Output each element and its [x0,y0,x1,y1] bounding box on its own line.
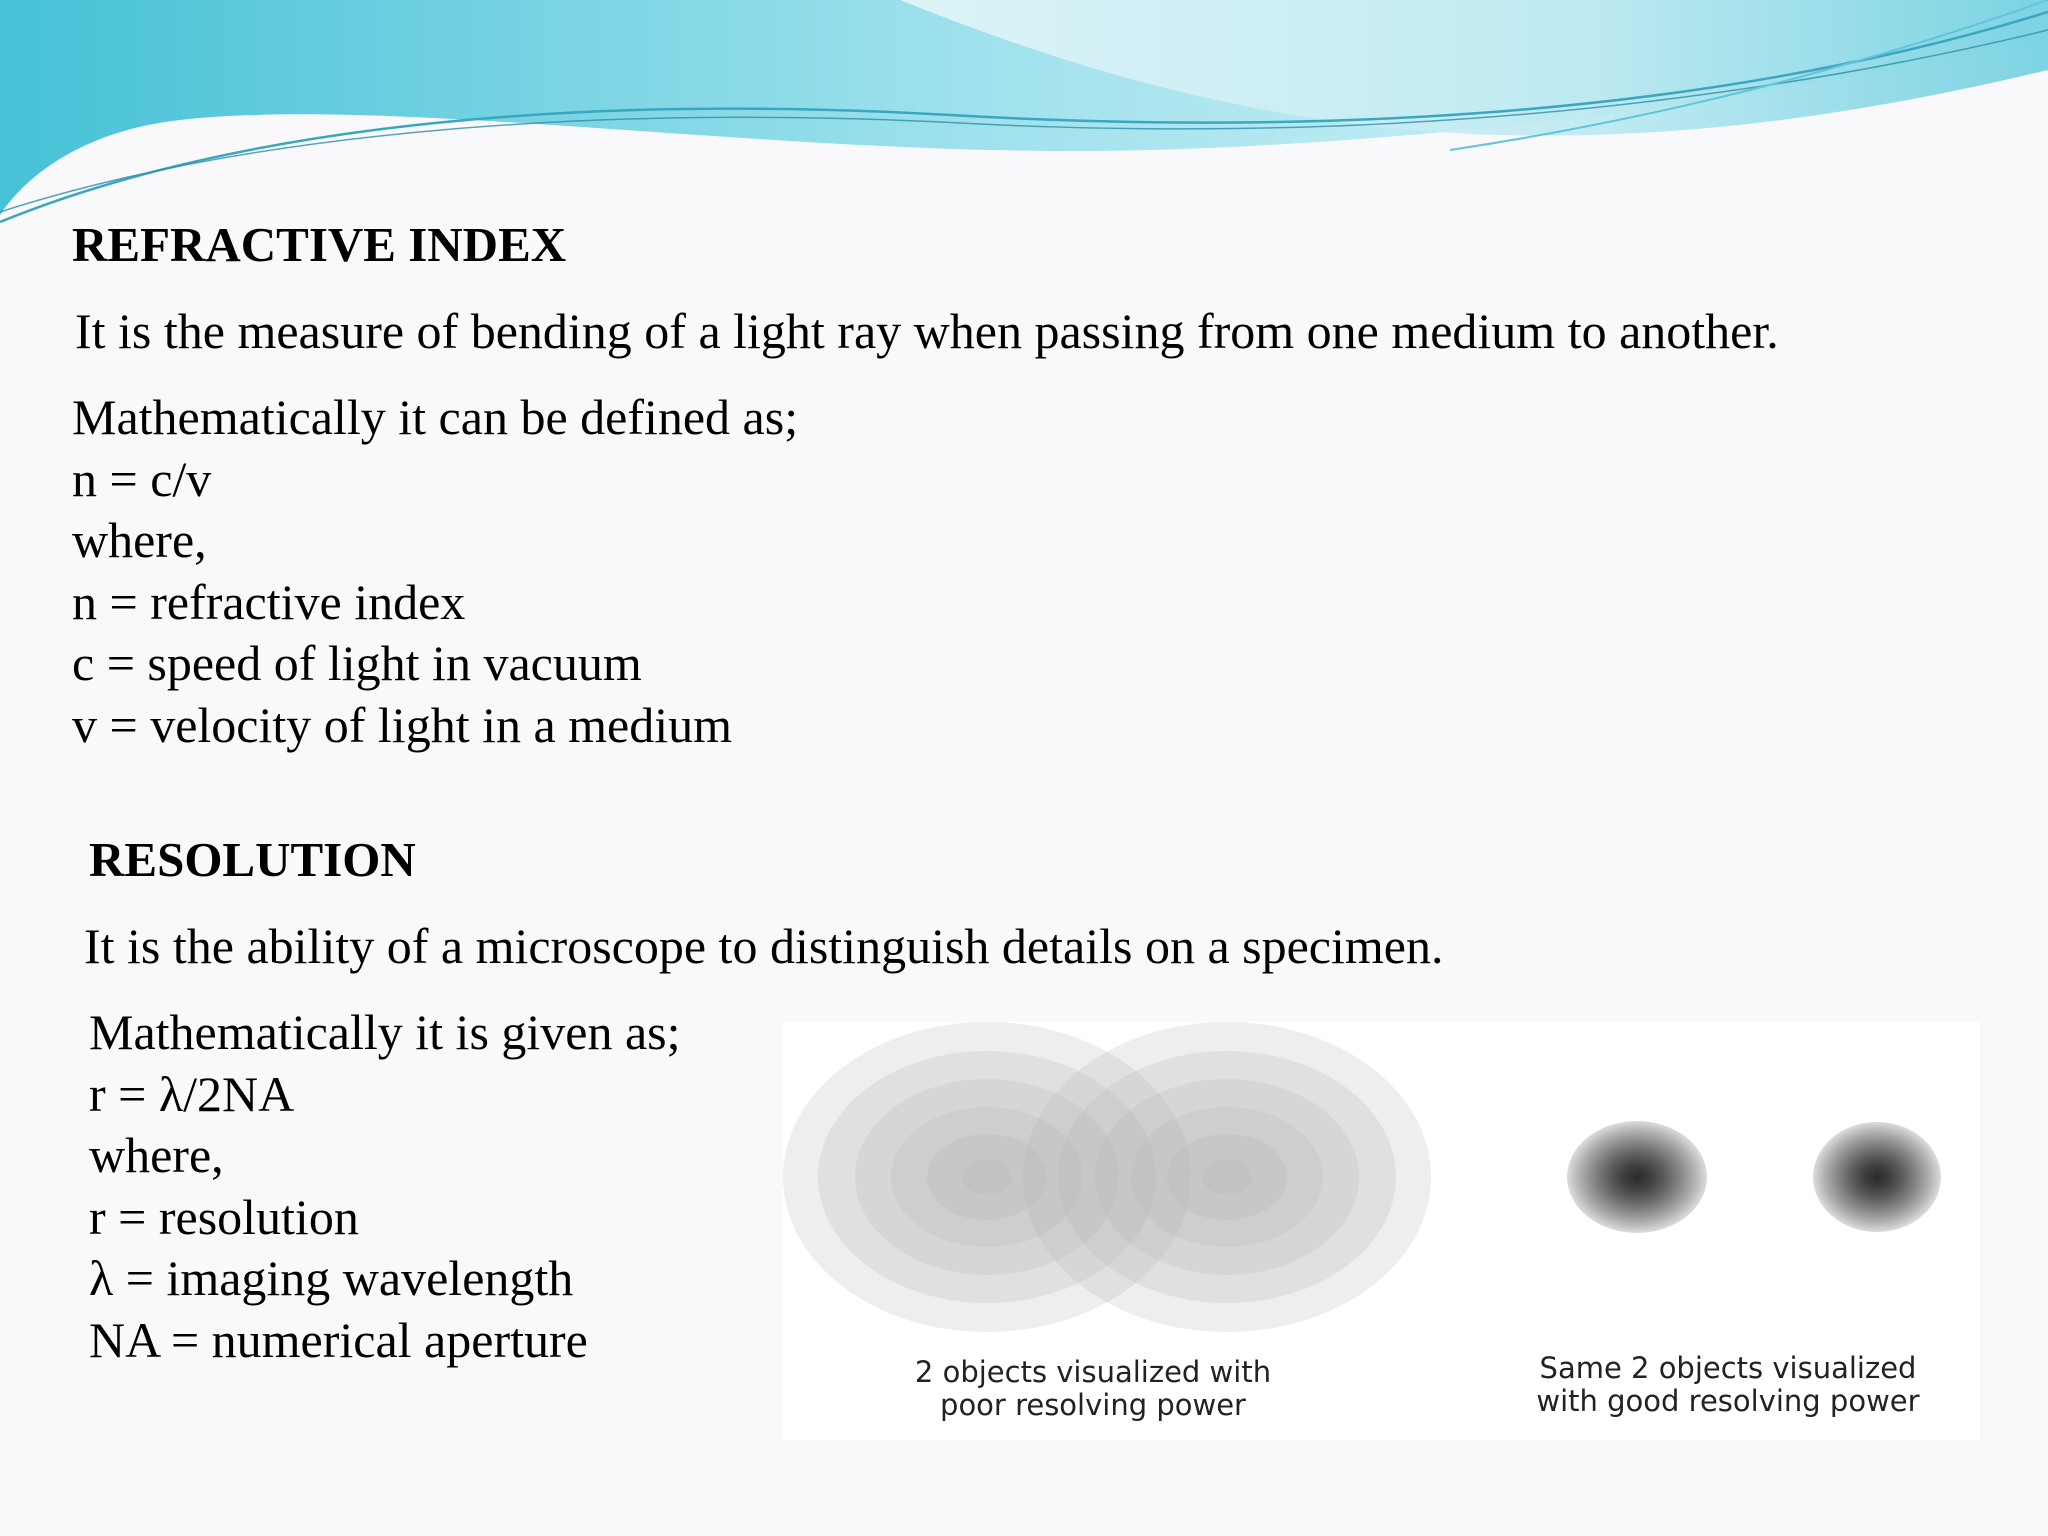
refractive-index-formula-block [72,387,798,756]
formula-equation: n = c/v [72,450,212,507]
variable-na-definition: NA = numerical aperture [89,1311,588,1368]
poor-resolution-right-blur [1023,1022,1431,1332]
variable-c-definition: c = speed of light in vacuum [72,635,642,691]
formula-equation: r = λ/2NA [89,1065,295,1122]
refractive-index-heading: REFRACTIVE INDEX [72,217,567,272]
variable-lambda-definition: λ = imaging wavelength [89,1250,574,1306]
formula-where: where, [89,1127,224,1183]
variable-r-definition: r = resolution [89,1188,359,1245]
variable-v-definition: v = velocity of light in a medium [72,696,733,753]
resolving-power-figure [783,1022,1980,1440]
resolution-definition: It is the ability of a microscope to distinguish details on a specimen. [84,918,1444,974]
formula-where: where, [72,512,207,568]
formula-intro: Mathematically it is given as; [89,1004,681,1060]
poor-resolving-power-caption: 2 objects visualized with poor resolving power [914,1355,1272,1422]
formula-intro: Mathematically it can be defined as; [72,389,799,445]
variable-n-definition: n = refractive index [72,573,466,630]
header-wave-decoration [0,0,2048,240]
good-resolution-right-spot [1813,1122,1941,1232]
refractive-index-definition: It is the measure of bending of a light ray when passing from one medium to another. [75,303,1779,359]
good-resolving-power-caption: Same 2 objects visualized with good resolving power [1536,1351,1920,1418]
resolution-formula-block [89,1002,681,1371]
good-resolution-left-spot [1567,1121,1707,1233]
resolution-heading: RESOLUTION [89,832,416,887]
